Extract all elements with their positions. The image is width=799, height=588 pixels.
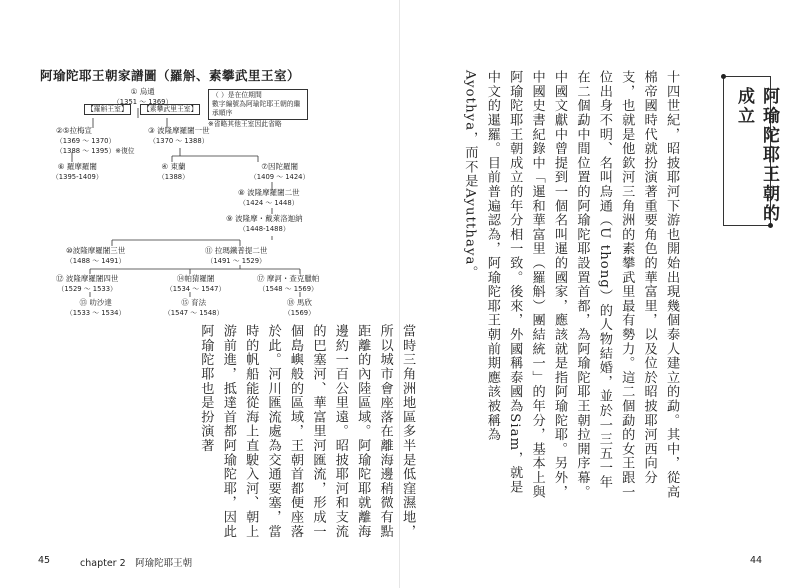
chapter-heading: 阿瑜陀耶王朝的成立	[734, 87, 779, 224]
tree-node-18: ⑱ 馬欣 （1569）	[284, 298, 315, 317]
tree-legend	[208, 89, 308, 129]
family-tree-title: 阿瑜陀耶王朝家譜圖（羅斛、素攀武里王室）	[40, 68, 301, 83]
legend-omitted-note: ※省略其他王室因此省略	[208, 120, 282, 128]
page-number-left: 45	[38, 555, 51, 566]
tree-node-8: ⑧ 波隆摩羅闍二世 （1424 ～ 1448）	[238, 188, 300, 207]
tree-node-2: ②⑤拉梅宣 （1369 ～ 1370） （1388 ～ 1395）※復位	[56, 126, 135, 155]
chapter-heading-box	[723, 76, 779, 226]
tree-node-3: ③ 波隆摩羅闍一世 （1370 ～ 1388）	[148, 126, 210, 145]
right-body-text: 十四世紀，昭披耶河下游也開始出現幾個泰人建立的勐。其中，從高棉帝國時代就扮演著重要角色的華富里，以及位於昭披耶河西向分支，也就是他欽河三角洲的素攀武里最有勢力。這二個勐的女王跟一位出身不明、名叫烏通（U thong）的人物結婚，並於一三五一年在二個勐中間位置的阿瑜陀耶設置首都，為阿瑜陀耶王朝拉開序幕。中國文獻中曾提到一個名叫暹的國家，應該就是指阿瑜陀耶。另外，中國史書紀錄中「暹和華富里（羅斛）團結統一」的年分，基本上與阿瑜陀耶王朝成立的年分相一致。後來，外國稱泰國為Siam，就是中文的暹羅。目前普遍認為，阿瑜陀耶王朝前期應該被稱為Ayothya，而不是Ayutthaya。	[462, 70, 680, 499]
page-number-right: 44	[750, 555, 763, 566]
tree-node-1: ① 烏通 （1351 ～ 1369）	[113, 87, 173, 106]
tree-node-15: ⑮ 育法 （1547 ～ 1548）	[164, 298, 224, 317]
tree-node-7: ⑦因陀羅闍 （1409 ～ 1424）	[250, 162, 310, 181]
heading-dot-icon	[721, 74, 726, 79]
legend-box	[208, 89, 308, 120]
tree-node-11: ⑪ 拉瑪鐵普提二世 （1491 ～ 1529）	[205, 246, 268, 265]
right-page	[400, 0, 799, 588]
heading-dot-icon	[768, 223, 773, 228]
tree-node-17: ⑰ 摩訶・查克臘帕 （1548 ～ 1569）	[257, 274, 320, 293]
legend-period-note: （ ）是在位期間	[212, 91, 262, 99]
tree-node-12: ⑫ 波隆摩羅闍四世 （1529 ～ 1533）	[56, 274, 119, 293]
tree-node-4: ④ 東蘭 （1388）	[158, 162, 189, 181]
left-body-text: 當時三角洲地區多半是低窪濕地，所以城市會座落在離海邊稍微有點距離的內陸區域。阿瑜陀耶就離海邊約一百公里遠。昭披耶河和支流的巴塞河、華富里河匯流，形成一個島嶼般的區域，王朝首都便座落於此。河川匯流處為交通要塞，當時的帆船能從海上直駛入河、朝上游前進，抵達首都阿瑜陀耶，因此阿瑜陀耶也是扮演著	[198, 324, 416, 539]
house-lavo-label: 【羅斛王室】	[84, 104, 131, 115]
tree-node-9: ⑨ 波隆摩・戴萊洛迦納 （1448-1488）	[226, 214, 303, 233]
legend-number-note: 數字編號為阿瑜陀耶王朝的繼承順序	[212, 100, 301, 117]
tree-node-14: ⑭帕猜羅闍 （1534 ～ 1547）	[166, 274, 226, 293]
tree-node-6: ⑥ 羅摩羅闍 （1395-1409）	[52, 162, 103, 181]
house-suphan-label: 【素攀武里王室】	[140, 104, 200, 115]
tree-node-13: ⑬ 叻沙達 （1533 ～ 1534）	[66, 298, 126, 317]
chapter-label: chapter 2 阿瑜陀耶王朝	[80, 558, 193, 569]
tree-node-10: ⑩波隆摩羅闍三世 （1488 ～ 1491）	[66, 246, 126, 265]
